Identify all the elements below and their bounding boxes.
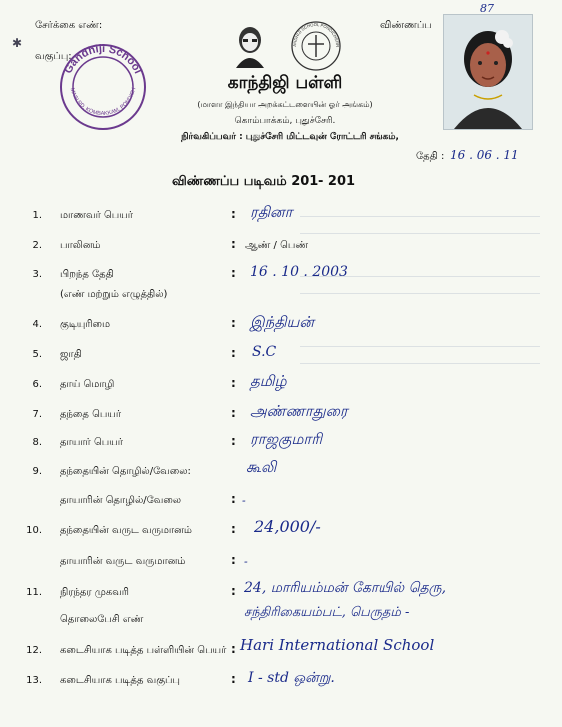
field-label-gender: பாலினம் — [60, 240, 101, 251]
photo-number: 87 — [480, 2, 494, 15]
field-value-last-class: I - std ஒன்று. — [248, 670, 335, 686]
date-value: 16 . 06 . 11 — [450, 148, 519, 162]
field-label-last-school: கடைசியாக படித்த பள்ளியின் பெயர் — [60, 645, 227, 656]
date-label: தேதி : — [416, 151, 445, 162]
field-value-mother-name: ராஜகுமாரி — [250, 430, 323, 448]
field-label-mother-tongue: தாய் மொழி — [60, 379, 115, 390]
school-seal-stamp — [58, 42, 148, 132]
field-number: 1. — [32, 210, 42, 221]
class-label: வகுப்பு: — [35, 51, 72, 62]
field-label-mother-occupation: தாயாரின் தொழில்/வேலை — [60, 495, 182, 506]
colon: : — [231, 584, 236, 598]
form-title-suffix: - 201 — [318, 174, 356, 189]
colon: : — [231, 672, 236, 686]
colon: : — [231, 207, 236, 221]
field-number: 11. — [26, 587, 42, 598]
field-number: 12. — [26, 645, 42, 656]
svg-text:Gandhiji School: Gandhiji School — [62, 42, 144, 76]
field-value-student-name: ரதினா — [250, 203, 293, 221]
field-value-address-line2: சந்திரிகையம்பட், பெருதம் - — [244, 605, 410, 620]
bleed-through-area — [300, 200, 540, 500]
field-label-permanent-address: நிரந்தர முகவரி — [60, 587, 129, 598]
field-number: 13. — [26, 675, 42, 686]
field-number: 6. — [32, 379, 42, 390]
affiliation-line: (மாளா இந்தியா அறக்கட்டளையின் ஓர் அங்கம்) — [197, 100, 373, 109]
field-value-dob: 16 . 10 . 2003 — [250, 264, 348, 280]
svg-text:LAKE MAIN RD, KOMBAKKAM, PONDI: MAIN RD, KOMBAKKAM, PONDICH — [68, 87, 138, 117]
colon: : — [231, 406, 236, 420]
colon: : — [231, 346, 236, 360]
field-label-caste: ஜாதி — [60, 349, 82, 360]
field-number: 4. — [32, 319, 42, 330]
field-number: 7. — [32, 409, 42, 420]
field-label-father-income: தந்தையின் வருட வருமானம் — [60, 525, 192, 536]
field-value-mother-occupation: - — [242, 494, 246, 507]
colon: : — [231, 237, 236, 251]
colon: : — [231, 266, 236, 280]
sheet-label: விண்ணப்ப — [380, 20, 432, 31]
field-label-mother-income: தாயாரின் வருட வருமானம் — [60, 556, 186, 567]
field-label-mother-name: தாயார் பெயர் — [60, 437, 123, 448]
field-label-last-class: கடைசியாக படித்த வகுப்பு — [60, 675, 180, 686]
field-label-nationality: குடியுரிமை — [60, 319, 111, 330]
field-value-father-name: அண்ணாதுரை — [250, 402, 348, 420]
field-value-last-school: Hari International School — [240, 636, 435, 654]
field-number: 3. — [32, 269, 42, 280]
form-title: விண்ணப்ப படிவம் 201 — [172, 174, 319, 189]
field-number: 10. — [26, 525, 42, 536]
management-line: நிர்வகிப்பவர் : புதுச்சேரி மிட்டவுன் ரோட்டரி சங்கம், — [181, 132, 399, 142]
colon: : — [231, 553, 236, 567]
field-value-mother-income: - — [244, 555, 248, 568]
svg-text:GANDHIJI SCHOOL PONDICHERRY: ANDHIJI SCHOOL PONDICHERR — [291, 21, 341, 48]
colon: : — [231, 316, 236, 330]
colon: : — [231, 492, 236, 506]
field-number: 5. — [32, 349, 42, 360]
field-value-father-income: 24,000/- — [254, 517, 321, 536]
field-number: 8. — [32, 437, 42, 448]
field-value-caste: S.C — [252, 344, 277, 360]
school-emblem-icon — [290, 20, 342, 72]
field-label-father-name: தந்தை பெயர் — [60, 409, 122, 420]
field-label-dob: பிறந்த தேதி — [60, 269, 114, 280]
colon: : — [231, 434, 236, 448]
margin-mark-icon: ✱ — [12, 36, 23, 50]
gandhi-portrait-icon — [232, 22, 268, 68]
field-value-nationality: இந்தியன் — [250, 313, 314, 331]
field-value-father-occupation: கூலி — [246, 458, 277, 476]
field-number: 9. — [32, 466, 42, 477]
field-label-phone: தொலைபேசி எண் — [60, 614, 144, 625]
field-sublabel-dob: (எண் மற்றும் எழுத்தில்) — [60, 289, 168, 300]
field-number: 2. — [32, 240, 42, 251]
field-value-permanent-address: 24, மாரியம்மன் கோயில் தெரு, — [244, 580, 447, 596]
field-label-father-occupation: தந்தையின் தொழில்/வேலை: — [60, 466, 191, 477]
colon: : — [231, 522, 236, 536]
colon: : — [231, 642, 236, 656]
school-name: காந்திஜி பள்ளி — [227, 73, 343, 93]
field-label-student-name: மாணவர் பெயர் — [60, 210, 133, 221]
student-photo — [443, 14, 533, 130]
colon: : — [231, 376, 236, 390]
address-line: கொம்பாக்கம், புதுச்சேரி. — [234, 116, 336, 126]
application-number-label: சேர்க்கை எண்: — [35, 20, 103, 31]
field-value-gender: ஆண் / பெண் — [245, 240, 309, 251]
field-value-mother-tongue: தமிழ் — [250, 372, 287, 390]
